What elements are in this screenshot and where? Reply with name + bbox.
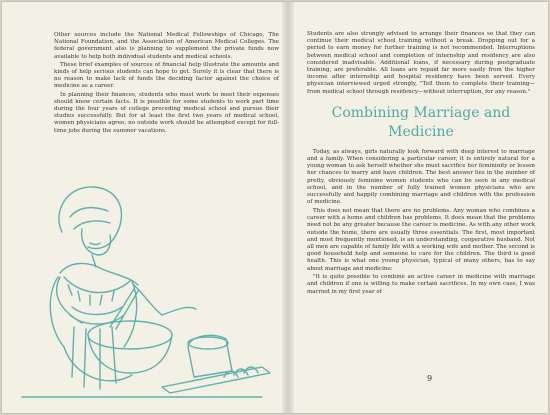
left-paragraph: These brief examples of sources of financial help illustrate the amounts and kinds of help serious students can hope to get. Surely it is clear that there is no reason to make lack of funds the deciding factor against the choice of medicine as a career.: [54, 61, 279, 90]
right-paragraph: This does not mean that there are no problems. Any woman who combines a career with a home and children has problems. It does mean that the problems need not be any greater because the career is medicine. As with any other work outside the home, there are usually three essentials. The first, most important and most frequently mentioned, is an understanding, cooperative husband. Not all men are capable of family life with a working wife and mother. The second is good household help and someone to care for the children. The third is good health. This is what one young physician, typical of many others, has to say about marriage and medicine:: [307, 207, 535, 272]
left-paragraph: In planning their finances, students who must work to meet their expenses should know certain facts. It is possible for some students to work part time during the four years of college preceding medical school and pursue their studies successfully. But for at least the first two years of medical school, women physicians agree, no outside work should be attempted except for full-time jobs during the summer vacations.: [54, 91, 279, 134]
heading-line: Medicine: [388, 123, 454, 140]
page-number: 9: [427, 374, 433, 383]
left-paragraph: Other sources include the National Medical Fellowships of Chicago, The National Foundation, and the Association of American Medical Colleges. The federal government also is planning to supplement the private funds now available to help both individual students and medical schools.: [54, 32, 279, 60]
heading-line: Combining Marriage and: [331, 104, 511, 121]
right-paragraph: "It is quite possible to combine an active career in medicine with marriage and children if one is willing to make certain sacrifices. In my own case, I was married in my first year of: [307, 274, 535, 295]
right-page-text: [307, 31, 535, 297]
right-paragraph: Today, as always, girls naturally look forward with deep interest to marriage and a family. When considering a particular career, it is entirely natural for a young woman to ask herself whether she must sacrifice her femininity or lessen her chances to marry and have children. The best answer lies in the number of pretty, obviously feminine women students who can be seen in any medical school, and in the number of fully trained women physicians who are successfully and happily combining marriage and children with the profession of medicine.: [307, 148, 535, 206]
page-gutter: [282, 2, 294, 413]
right-top-paragraph: Students are also strongly advised to arrange their finances so that they can continue their medical school training without a break. Dropping out for a period to earn money for further training is not recommended. Interruptions between medical school and completion of internship and residency are also considered inadvisable. Additional loans, if necessary during postgraduate training, are preferable. All loans are repaid far more easily from the higher income after internship and hospital residency have been served. Every physician interviewed urged strongly, "Tell them to complete their training—from medical school through residency—without interruption, for any reason.": [307, 31, 535, 95]
left-page-text: [54, 32, 279, 135]
booklet-spread: [2, 2, 548, 413]
section-heading: [307, 104, 535, 142]
kitchen-woman-illustration: [12, 177, 272, 407]
